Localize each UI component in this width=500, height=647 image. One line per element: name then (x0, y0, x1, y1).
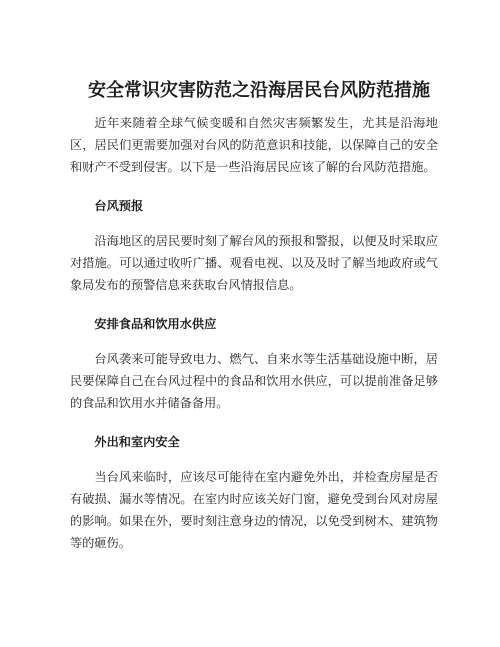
section-heading-safety: 外出和室内安全 (94, 435, 180, 449)
section-body-safety: 当台风来临时，应该尽可能待在室内避免外出，并检查房屋是否有破损、漏水等情况。在室内时应该关好门窗，避免受到台风对房屋的影响。如果在外，要时刻注意身边的情况，以免受到树木、建筑物等的砸伤。 (70, 470, 438, 550)
intro-paragraph: 近年来随着全球气候变暖和自然灾害频繁发生，尤其是沿海地区，居民们更需要加强对台风的防范意识和技能，以保障自己的安全和财产不受到侵害。以下是一些沿海居民应该了解的台风防范措施。 (70, 116, 438, 174)
document-title: 安全常识灾害防范之沿海居民台风防范措施 (88, 80, 430, 101)
section-heading-food-water: 安排食品和饮用水供应 (94, 317, 217, 331)
section-heading-forecast: 台风预报 (94, 199, 144, 213)
section-body-food-water: 台风袭来可能导致电力、燃气、自来水等生活基础设施中断，居民要保障自己在台风过程中的食品和饮用水供应，可以提前准备足够的食品和饮用水并储备备用。 (70, 352, 438, 410)
section-body-forecast: 沿海地区的居民要时刻了解台风的预报和警报，以便及时采取应对措施。可以通过收听广播、观看电视、以及及时了解当地政府或气象局发布的预警信息来获取台风情报信息。 (70, 234, 438, 292)
